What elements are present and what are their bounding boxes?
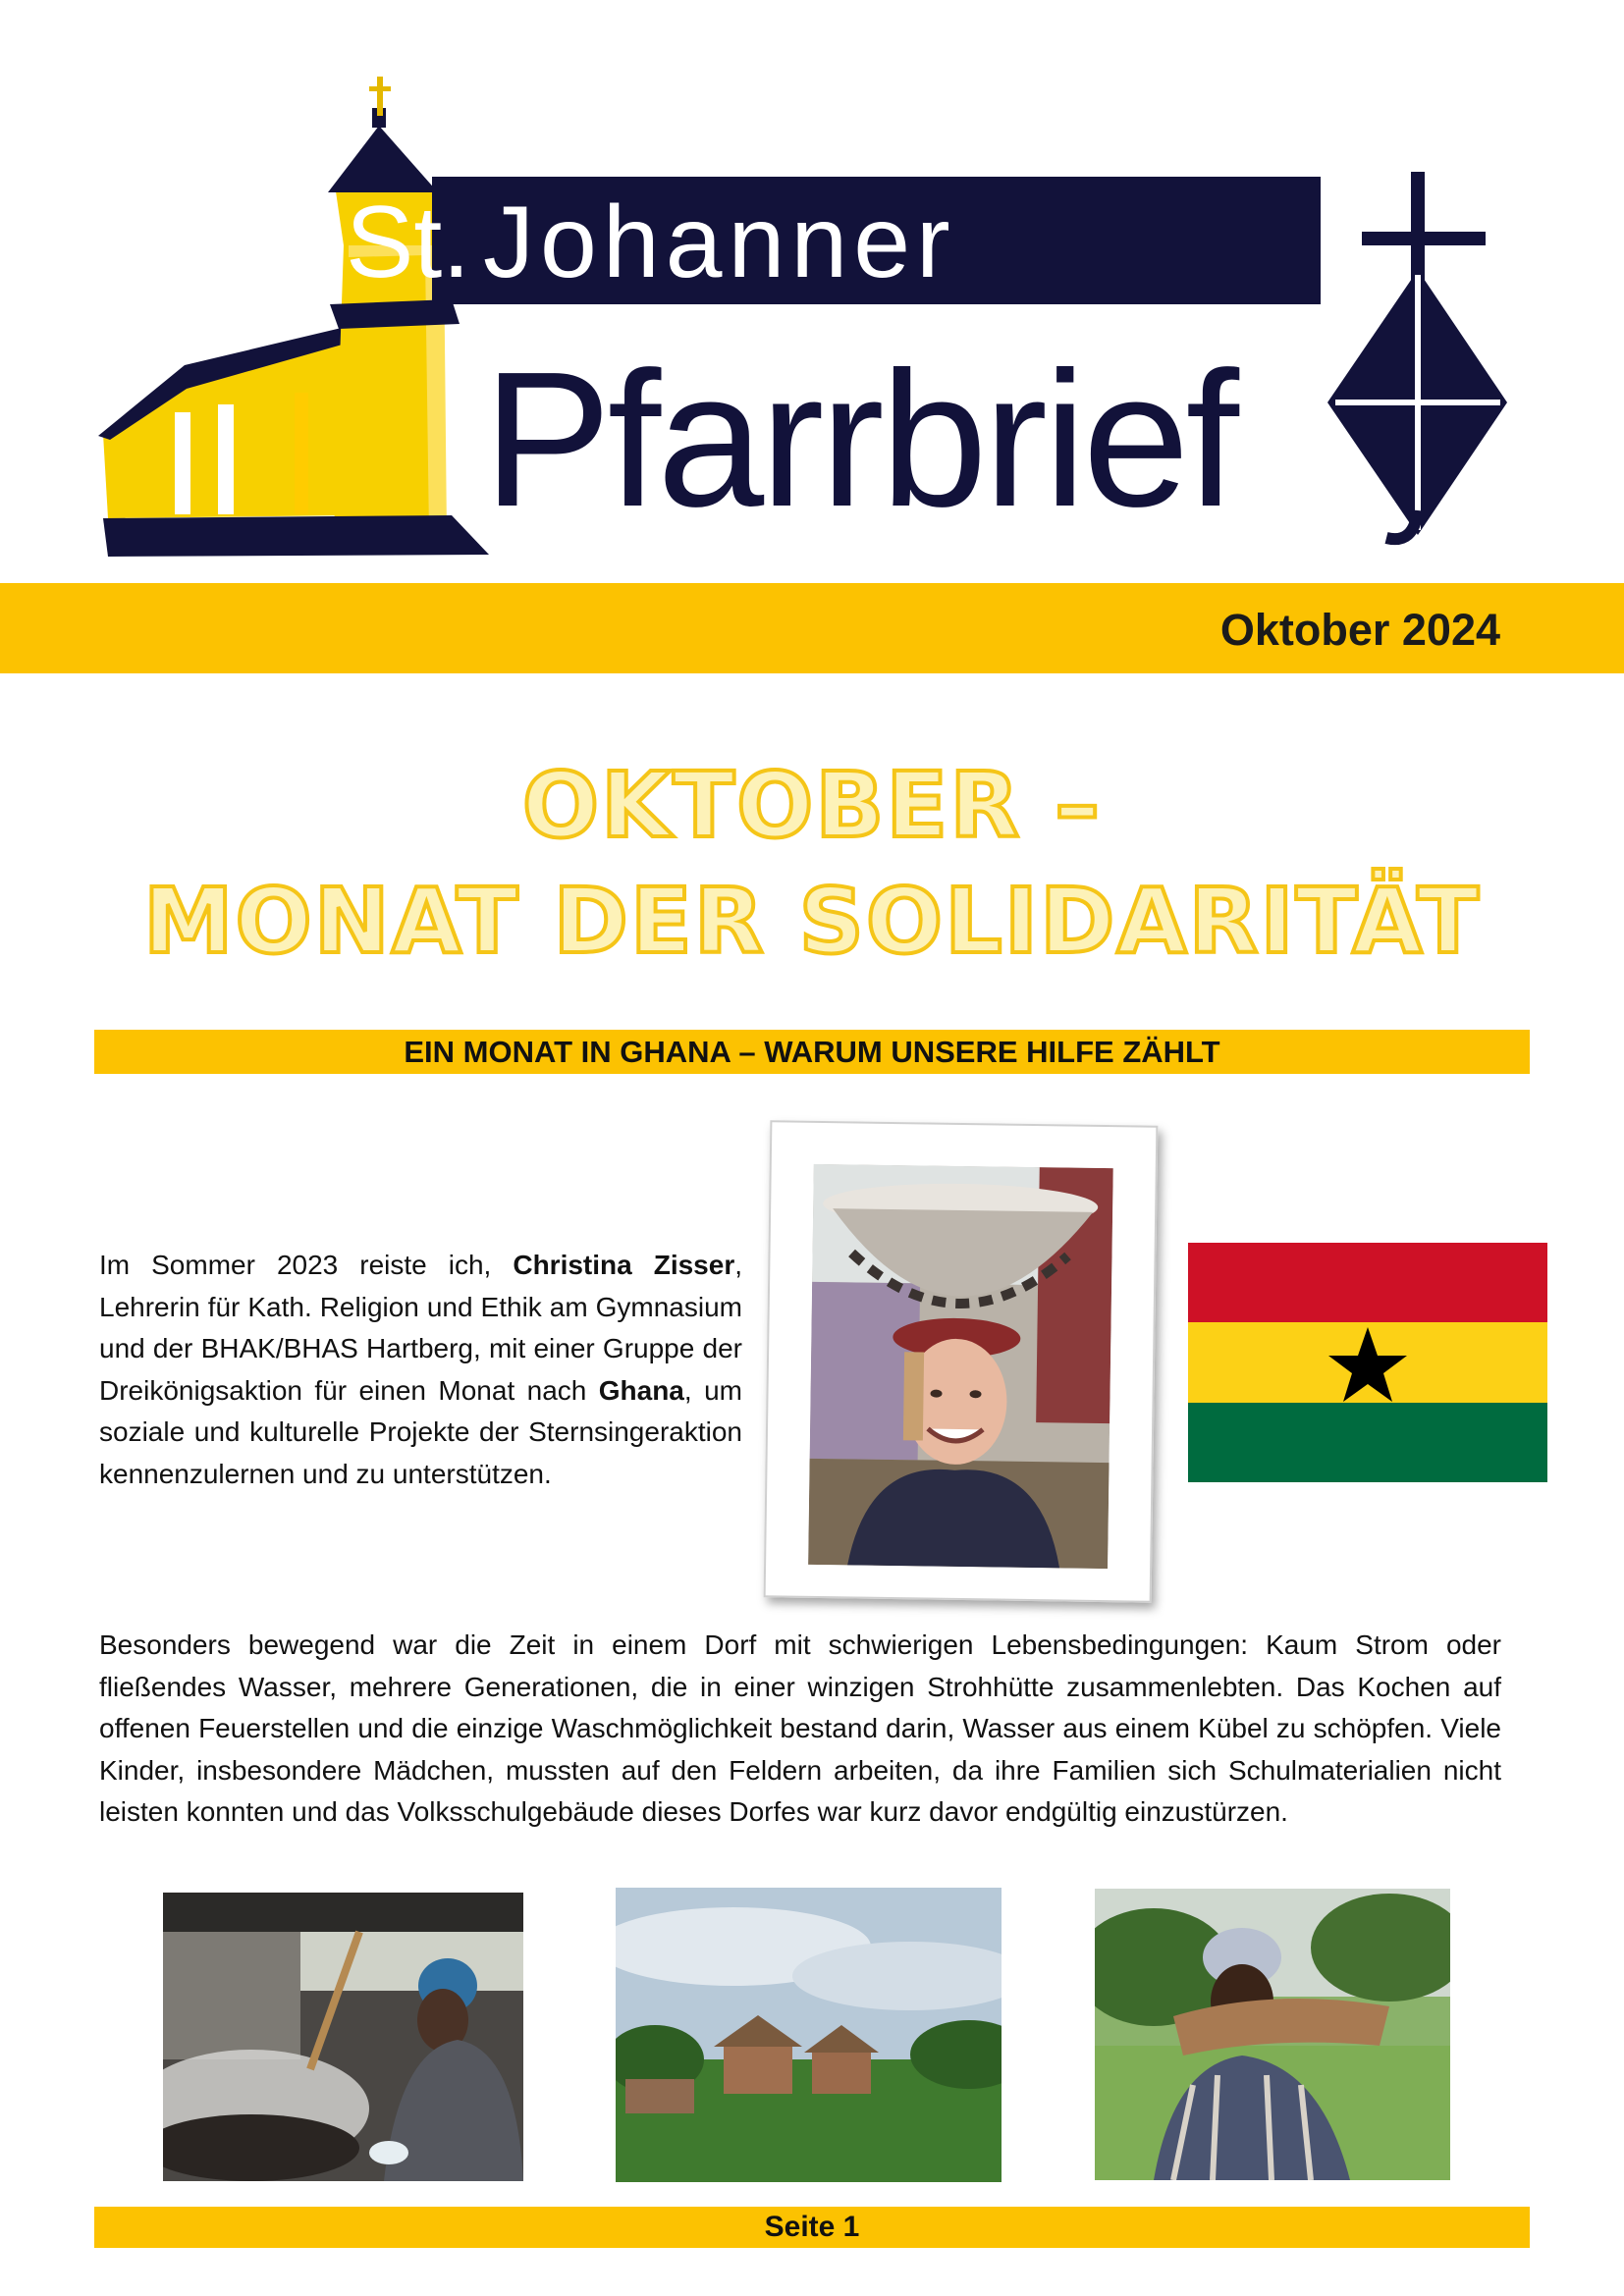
country-name: Ghana — [598, 1374, 684, 1406]
masthead-logo — [0, 0, 1624, 579]
page-number: Seite 1 — [764, 2211, 860, 2243]
ghana-flag — [1188, 1243, 1547, 1482]
intro-text-1: Im Sommer 2023 reiste ich, — [99, 1250, 514, 1280]
headline — [0, 756, 1624, 982]
boy-with-goat-photo — [1095, 1889, 1450, 2180]
cross-diamond-icon — [1327, 172, 1507, 539]
title-johanner: Johanner — [483, 186, 956, 299]
intro-text-2: , Lehrerin für Kath. Religion und Ethik am Gymnasium und der BHAK/BHAS Hartberg, mit einer Gruppe der Dreikönigsaktion für einen Monat nach — [99, 1250, 742, 1406]
title-pfarrbrief: Pfarrbrief — [483, 332, 1236, 547]
intro-text-3: , um soziale und kulturelle Projekte der Sternsingeraktion kennenzulernen und zu unterstützen. — [99, 1374, 742, 1489]
title-st: St. — [346, 186, 471, 299]
intro-paragraph — [99, 1245, 742, 1495]
issue-date: Oktober 2024 — [1219, 605, 1500, 655]
cooking-photo — [163, 1893, 523, 2181]
headline-line2: MONAT DER SOLIDARITÄT — [142, 869, 1482, 974]
portrait-photo — [808, 1164, 1113, 1569]
body-paragraph: Besonders bewegend war die Zeit in einem Dorf mit schwierigen Lebensbedingungen: Kaum Strom oder fließendes Wasser, mehrere Generationen, die in einer winzigen Strohhütte zusammenlebten. Das Kochen auf offenen Feuerstellen und die einzige Waschmöglichkeit bestand darin, Wasser aus einem Kübel zu schöpfen. Viele Kinder, insbesondere Mädchen, mussten auf den Feldern arbeiten, da ihre Familien sich Schulmaterialien nicht leisten konnten und das Volksschulgebäude dieses Dorfes war kurz davor endgültig einzustürzen. — [99, 1629, 1501, 1827]
portrait-photo-frame — [764, 1120, 1159, 1602]
church-illustration — [98, 77, 489, 557]
section-title: EIN MONAT IN GHANA – WARUM UNSERE HILFE ZÄHLT — [404, 1035, 1220, 1069]
author-name: Christina Zisser — [513, 1250, 735, 1280]
headline-line1: OKTOBER – — [521, 756, 1103, 858]
village-photo — [616, 1888, 1001, 2182]
